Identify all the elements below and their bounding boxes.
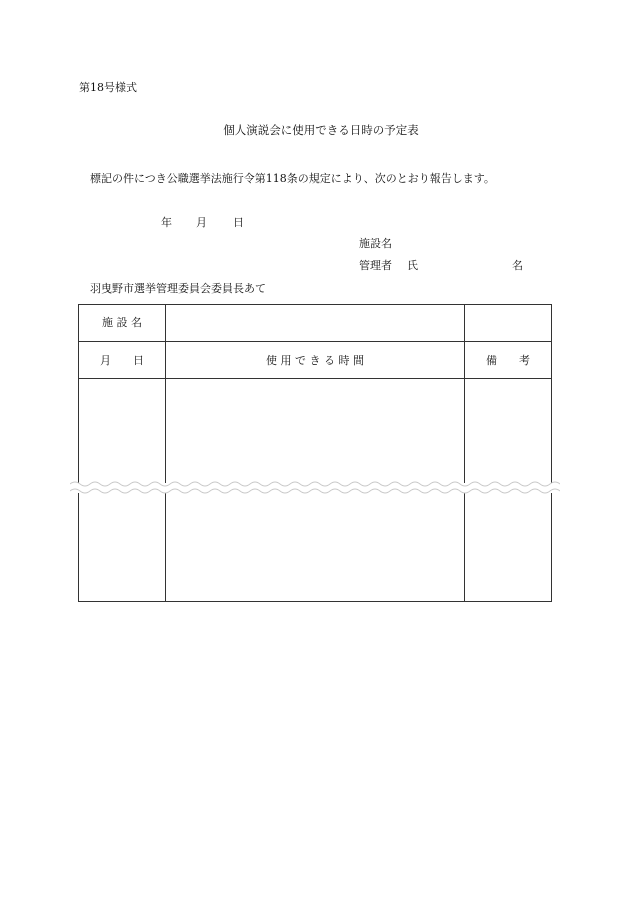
facility-header-cell: 施 設 名 xyxy=(102,316,142,329)
table-right-border-lower xyxy=(551,493,552,602)
facility-extra-cell[interactable] xyxy=(465,305,551,341)
addressee: 羽曳野市選挙管理委員会委員長あて xyxy=(90,282,266,295)
month-day-entry-cell[interactable] xyxy=(79,379,165,601)
date-day-label: 日 xyxy=(233,216,244,229)
column-header-month-day: 月 日 xyxy=(100,354,144,367)
facility-value-cell[interactable] xyxy=(166,305,464,341)
usable-time-entry-cell[interactable] xyxy=(166,379,464,601)
reporter-manager-label: 管理者 xyxy=(359,259,392,272)
reporter-facility-label: 施設名 xyxy=(359,237,392,250)
table-row-divider xyxy=(78,341,551,342)
report-statement: 標記の件につき公職選挙法施行令第118条の規定により、次のとおり報告します。 xyxy=(90,172,495,185)
form-number: 第18号様式 xyxy=(79,81,137,94)
table-right-border xyxy=(551,304,552,483)
column-header-remarks: 備 考 xyxy=(486,354,530,367)
table-bottom-border xyxy=(78,601,551,602)
column-header-usable-time: 使 用 で き る 時 間 xyxy=(266,354,364,367)
date-month-label: 月 xyxy=(196,216,207,229)
reporter-name-shi: 氏 xyxy=(407,259,418,272)
date-year-label: 年 xyxy=(161,216,172,229)
document-title: 個人演説会に使用できる日時の予定表 xyxy=(223,123,419,137)
reporter-name-mei: 名 xyxy=(512,259,523,272)
remarks-entry-cell[interactable] xyxy=(465,379,551,601)
